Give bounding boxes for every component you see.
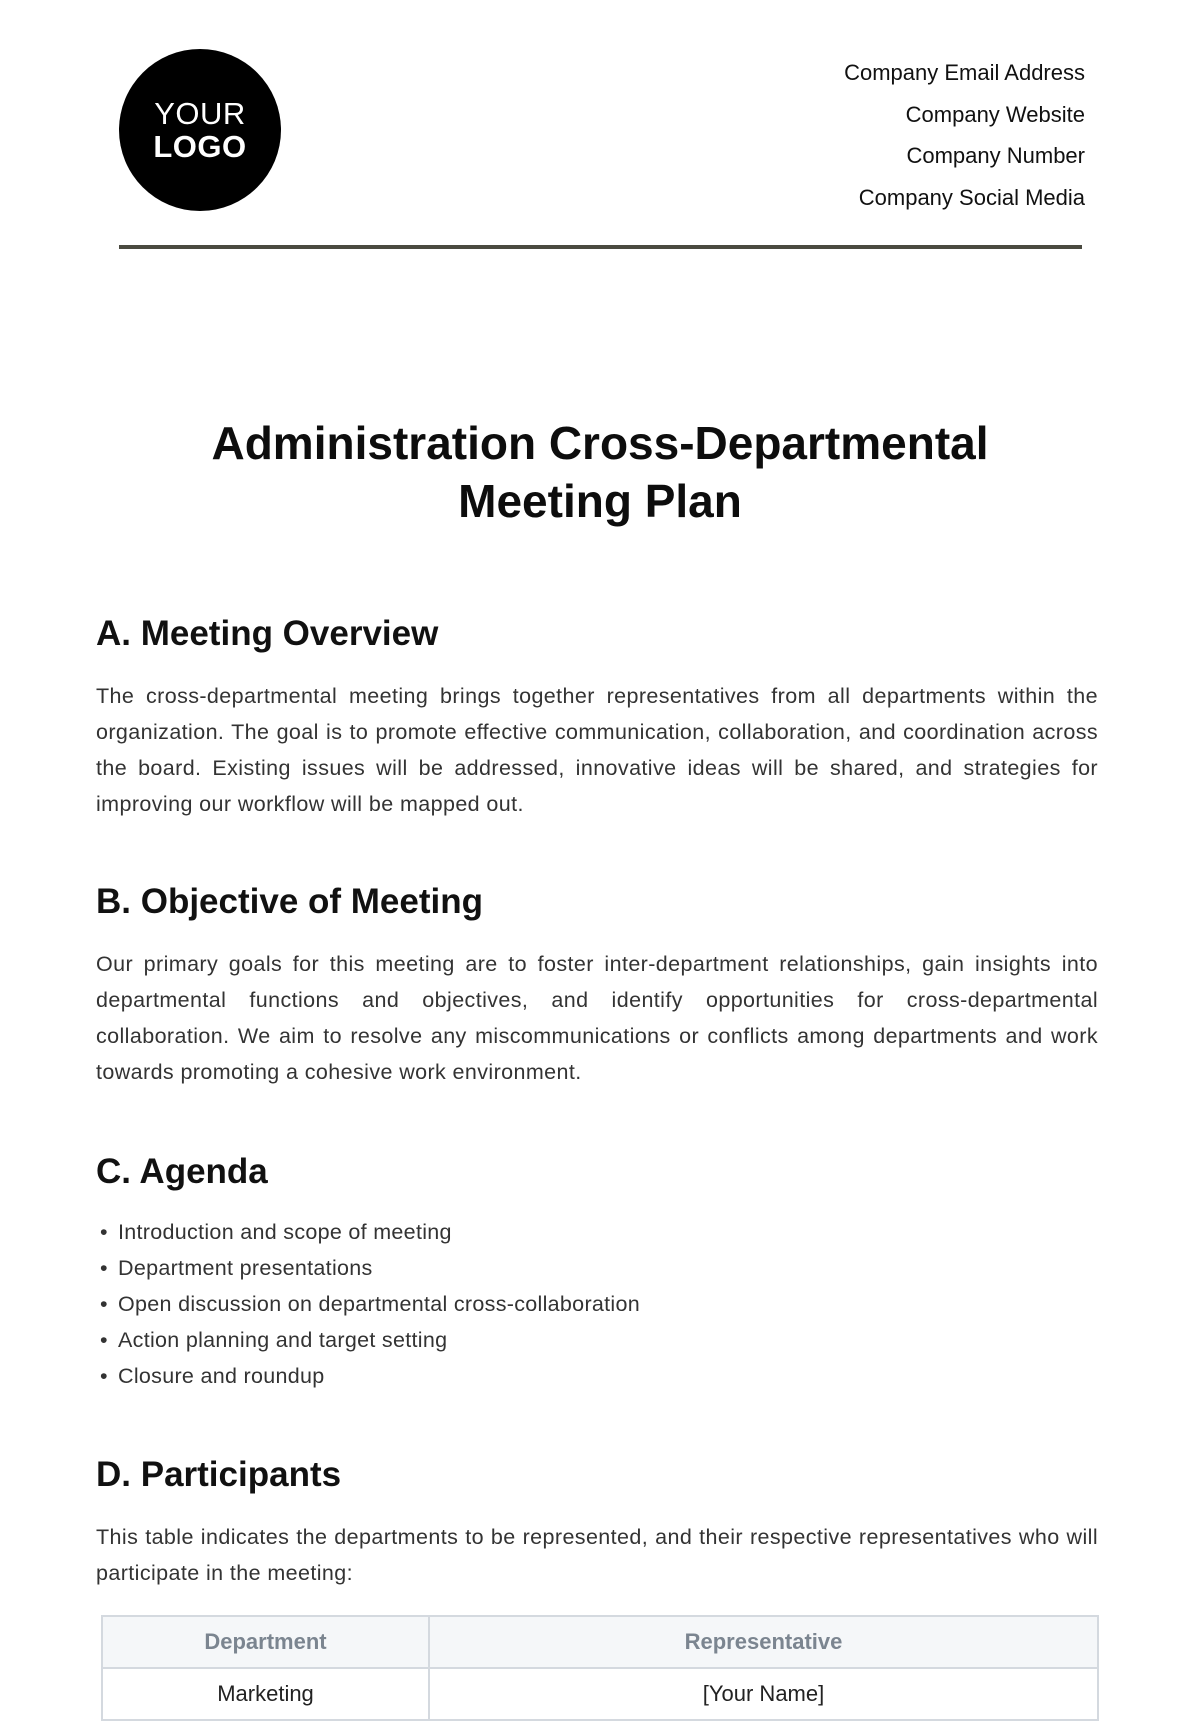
section-body: This table indicates the departments to be represented, and their respective representatives who will participate in the meeting:	[96, 1525, 1098, 1585]
section-body: The cross-departmental meeting brings together representatives from all departments within the organization. The goal is to promote effective communication, collaboration, and coordination across the board. Existing issues will be addressed, innovative ideas will be shared, and strategies for improving our workflow will be mapped out.	[96, 684, 1098, 816]
section-heading: A. Meeting Overview	[96, 614, 439, 653]
company-social-media: Company Social Media	[858, 184, 1085, 210]
section-agenda	[96, 1150, 1098, 1394]
section-heading: B. Objective of Meeting	[96, 882, 483, 921]
section-heading: D. Participants	[96, 1455, 342, 1494]
participants-table-wrapper	[101, 1615, 1099, 1715]
list-item: • Open discussion on departmental cross-collaboration	[96, 1286, 1098, 1322]
agenda-list	[96, 1214, 1098, 1394]
document-title-line1: Administration Cross-Departmental	[211, 417, 989, 469]
logo-text-line2: LOGO	[153, 129, 247, 164]
company-contact-block	[844, 52, 1085, 218]
list-item: • Closure and roundup	[96, 1358, 1098, 1394]
company-email: Company Email Address	[844, 60, 1085, 85]
participants-table	[101, 1615, 1099, 1721]
company-number: Company Number	[906, 143, 1085, 168]
document-title	[0, 414, 1200, 530]
section-meeting-overview	[96, 612, 1098, 822]
header-divider	[119, 245, 1082, 249]
section-body: Our primary goals for this meeting are to foster inter-department relationships, gain insights into departmental functions and objectives, and identify opportunities for cross-departmental collaboration. We aim to resolve any miscommunications or conflicts among departments and work towards promoting a cohesive work environment.	[96, 952, 1098, 1084]
logo-text-line1: YOUR	[154, 96, 246, 131]
list-item: • Department presentations	[96, 1250, 1098, 1286]
section-heading: C. Agenda	[96, 1152, 268, 1191]
table-row	[102, 1668, 1098, 1720]
section-objective	[96, 880, 1098, 1090]
column-header-department: Department	[102, 1616, 429, 1668]
list-item: • Action planning and target setting	[96, 1322, 1098, 1358]
table-cell-department: Marketing	[102, 1668, 429, 1720]
column-header-representative: Representative	[429, 1616, 1098, 1668]
table-cell-representative: [Your Name]	[429, 1668, 1098, 1720]
section-participants	[96, 1453, 1098, 1591]
table-header-row	[102, 1616, 1098, 1668]
company-website: Company Website	[905, 101, 1085, 127]
company-logo	[119, 49, 281, 211]
list-item: • Introduction and scope of meeting	[96, 1214, 1098, 1250]
document-title-line2: Meeting Plan	[458, 475, 742, 527]
